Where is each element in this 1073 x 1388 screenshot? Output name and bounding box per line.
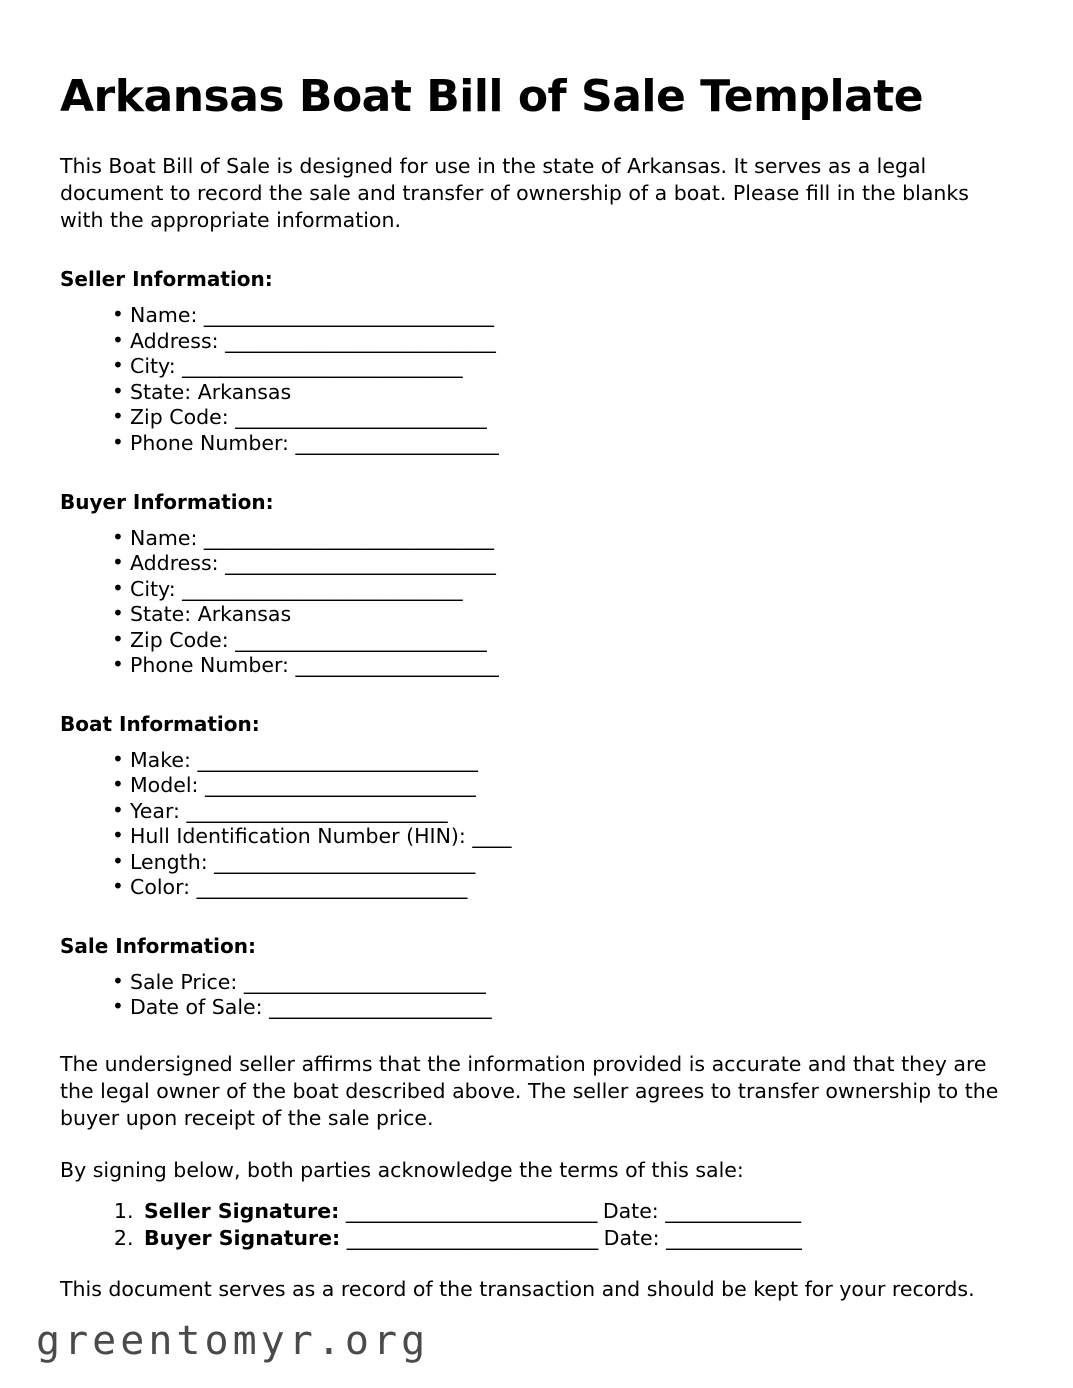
site-watermark: greentomyr.org [36,1318,430,1364]
field-label: Date of Sale: [130,995,263,1020]
acknowledgement-paragraph: By signing below, both parties acknowledge the terms of this sale: [60,1157,744,1182]
signature-list [60,1198,1013,1251]
field-label: Make: [130,747,191,772]
boat-information-heading: Boat Information: [60,711,260,736]
list-item [112,799,1013,825]
buyer-information-heading: Buyer Information: [60,489,274,514]
affirmation-paragraph: The undersigned seller affirms that the information provided is accurate and that they are the legal owner of the boat described above. The seller agrees to transfer ownership to the buyer upon receipt of the sale price. [60,1051,999,1130]
field-label: Name: [130,525,198,550]
boat-fields-list [60,748,1013,901]
page-title: Arkansas Boat Bill of Sale Template [60,71,924,122]
list-item [112,995,1013,1021]
list-item [112,824,1013,850]
list-item [112,431,1013,457]
field-blank[interactable]: _____________________________ [182,576,462,601]
field-blank[interactable]: ______________________________ [203,303,494,328]
field-label: Address: [130,551,219,576]
field-label: Length: [130,849,208,874]
list-item [112,303,1013,329]
field-blank[interactable]: ____________________________ [225,328,496,353]
list-item [112,380,1013,406]
field-label: State: [130,602,192,627]
field-blank[interactable]: _____________________________ [182,354,462,379]
field-label: Color: [130,875,191,900]
field-label: Name: [130,303,198,328]
list-item [112,577,1013,603]
list-item [112,850,1013,876]
date-blank[interactable]: ______________ [665,1198,801,1223]
sale-fields-list [60,970,1013,1021]
field-blank[interactable]: _____________________ [295,430,499,455]
list-item [112,354,1013,380]
list-item [112,653,1013,679]
signature-label: Buyer Signature: [144,1225,341,1250]
signature-label: Seller Signature: [144,1198,340,1223]
list-item [112,628,1013,654]
signature-blank[interactable]: __________________________ [345,1198,597,1223]
field-label: Zip Code: [130,405,229,430]
field-label: Model: [130,773,199,798]
date-label: Date: [602,1198,659,1223]
date-blank[interactable]: ______________ [666,1225,802,1250]
field-label: Phone Number: [130,653,289,678]
intro-paragraph: This Boat Bill of Sale is designed for use in the state of Arkansas. It serves as a legal document to record the sale and transfer of ownership of a boat. Please fill in the blanks with the appropriate information. [60,154,969,233]
closing-paragraph: This document serves as a record of the transaction and should be kept for your records. [60,1277,975,1302]
field-value: Arkansas [197,379,292,404]
seller-information-heading: Seller Information: [60,267,273,292]
field-label: Zip Code: [130,627,229,652]
field-blank[interactable]: _____________________ [295,653,499,678]
seller-fields-list [60,303,1013,456]
sale-information-heading: Sale Information: [60,933,256,958]
field-blank[interactable]: _______________________ [269,995,492,1020]
field-blank[interactable]: ____________________________ [225,551,496,576]
list-item [112,602,1013,628]
list-item [112,773,1013,799]
field-blank[interactable]: ___________________________ [186,798,448,823]
list-item [112,405,1013,431]
field-label: Sale Price: [130,969,238,994]
field-label: Address: [130,328,219,353]
field-blank[interactable]: _____________________________ [197,747,478,772]
list-item [140,1225,1013,1252]
list-item [140,1198,1013,1225]
field-label: Phone Number: [130,430,289,455]
field-blank[interactable]: _________________________ [243,969,486,994]
list-item [112,875,1013,901]
list-item [112,329,1013,355]
field-blank[interactable]: ______________________________ [203,525,494,550]
field-blank[interactable]: ____________________________ [205,773,476,798]
buyer-fields-list [60,526,1013,679]
signature-blank[interactable]: __________________________ [346,1225,598,1250]
list-item [112,970,1013,996]
field-value: Arkansas [197,602,292,627]
field-label: Year: [130,798,180,823]
field-label: City: [130,354,176,379]
list-item [112,748,1013,774]
list-item [112,526,1013,552]
list-item [112,551,1013,577]
field-blank[interactable]: ____________________________ [196,875,467,900]
field-blank[interactable]: __________________________ [235,627,487,652]
field-label: Hull Identification Number (HIN): [130,824,466,849]
field-blank[interactable]: ___________________________ [214,849,475,874]
field-label: City: [130,576,176,601]
date-label: Date: [603,1225,660,1250]
field-label: State: [130,379,192,404]
field-blank[interactable]: ____ [472,824,511,849]
field-blank[interactable]: __________________________ [235,405,487,430]
